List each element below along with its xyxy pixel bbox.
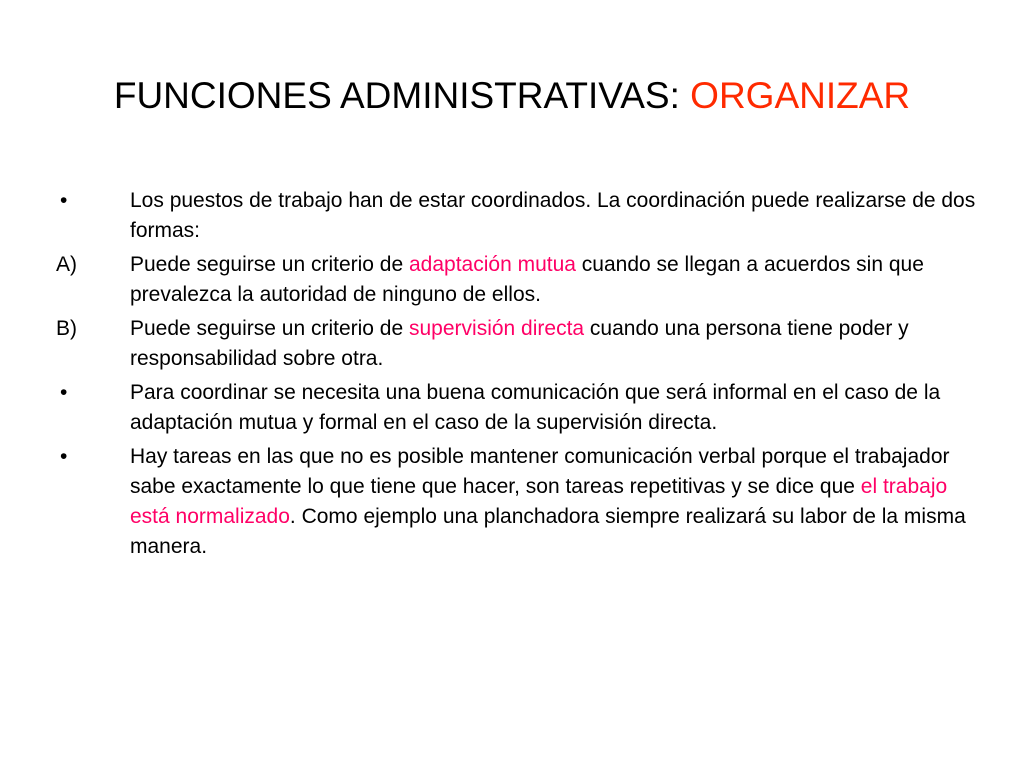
list-item-text-before: Puede seguirse un criterio de <box>130 253 409 276</box>
list-item-text-after: . Como ejemplo una planchadora siempre realizará su labor de la misma manera. <box>130 505 966 558</box>
list-item-normalizado <box>56 442 976 562</box>
bullet-marker: • <box>60 381 68 404</box>
list-item-supervision-directa <box>56 314 976 374</box>
bullet-marker: • <box>60 445 68 468</box>
list-item-adaptacion-mutua <box>56 250 976 310</box>
slide-body <box>56 186 976 566</box>
letter-marker: A) <box>56 253 77 276</box>
list-item-coordination <box>56 186 976 246</box>
slide-title <box>0 72 1024 120</box>
title-main-text: FUNCIONES ADMINISTRATIVAS: <box>113 75 691 116</box>
list-item-text-before: Hay tareas en las que no es posible mantener comunicación verbal porque el trabajador sabe exactamente lo que tiene que hacer, son tareas repetitivas y se dice que <box>130 445 950 498</box>
list-item-text: Para coordinar se necesita una buena comunicación que será informal en el caso de la adaptación mutua y formal en el caso de la supervisión directa. <box>130 381 941 434</box>
bullet-marker: • <box>60 189 68 212</box>
highlight-term: supervisión directa <box>409 317 585 340</box>
list-item-text-before: Puede seguirse un criterio de <box>130 317 409 340</box>
letter-marker: B) <box>56 317 77 340</box>
title-accent-text: ORGANIZAR <box>690 75 911 116</box>
list-item-text-after: cuando se llegan a acuerdos sin que prevalezca la autoridad de ninguno de ellos. <box>130 253 924 306</box>
highlight-term: el trabajo está normalizado <box>130 475 948 528</box>
list-item-text-after: cuando una persona tiene poder y responsabilidad sobre otra. <box>130 317 909 370</box>
list-item-text: Los puestos de trabajo han de estar coordinados. La coordinación puede realizarse de dos formas: <box>130 189 976 242</box>
highlight-term: adaptación mutua <box>409 253 576 276</box>
list-item-comunicacion <box>56 378 976 438</box>
